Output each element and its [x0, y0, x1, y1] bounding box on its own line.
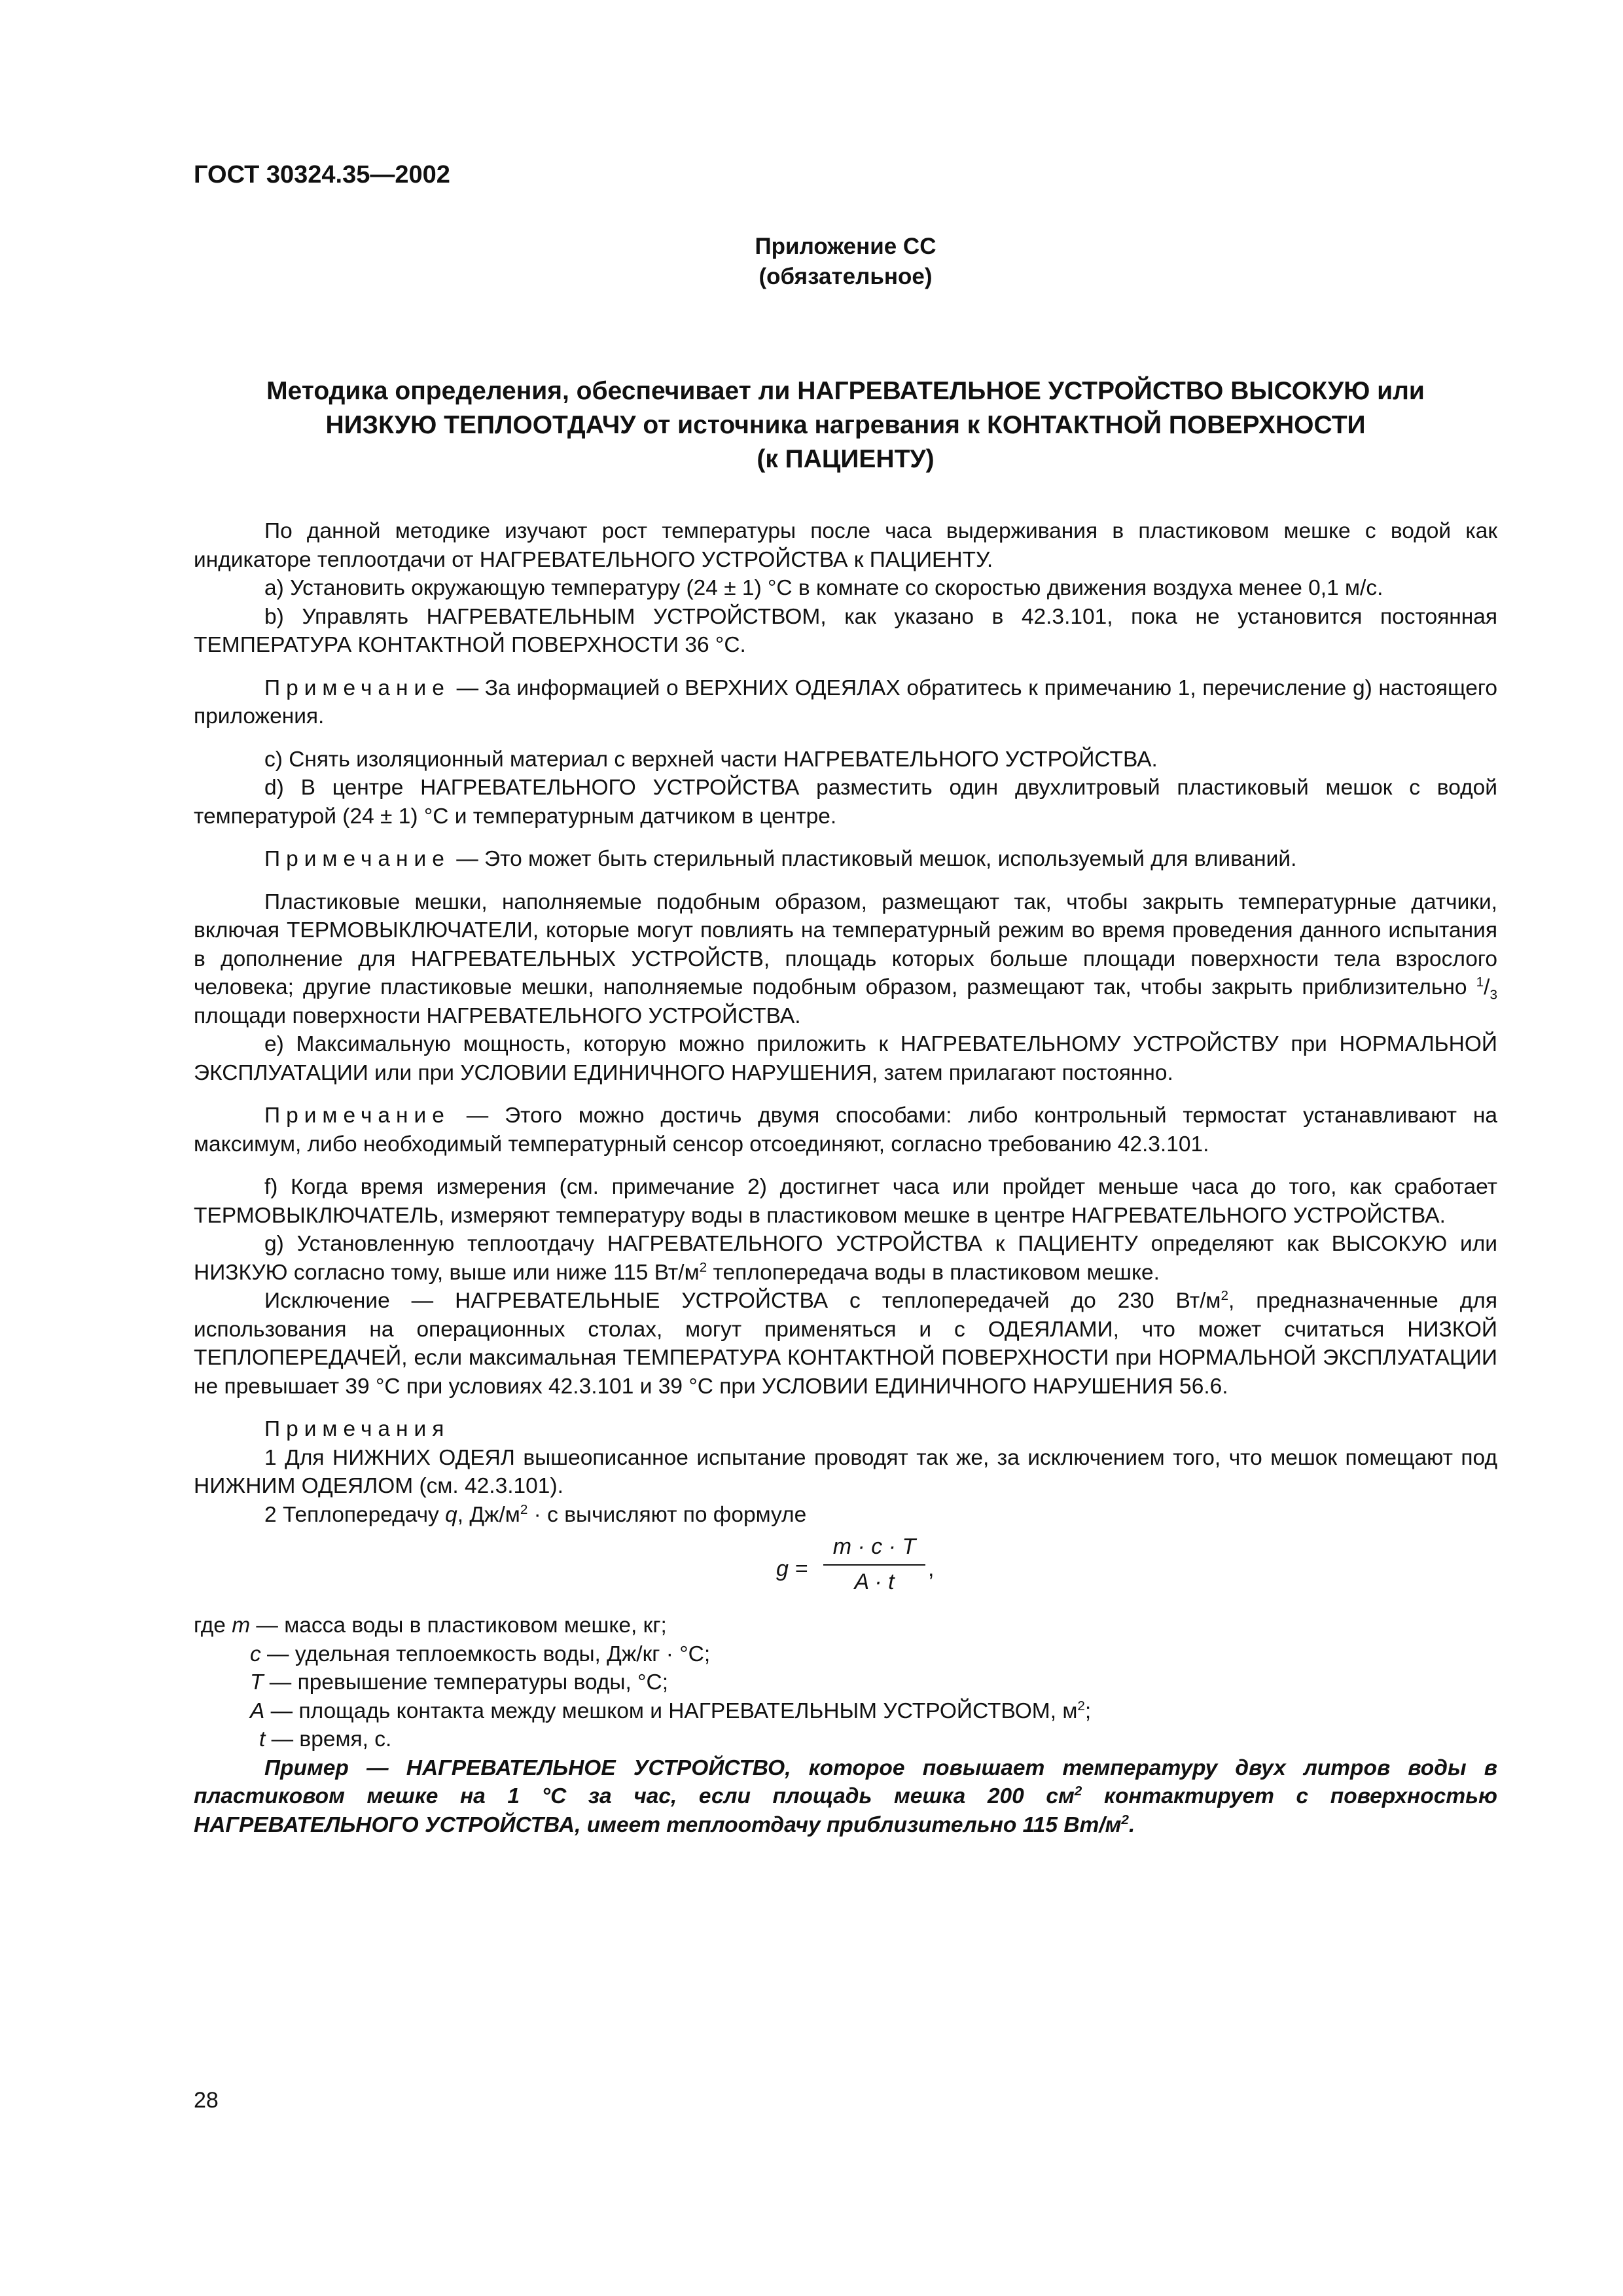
paragraph-b: b) Управлять НАГРЕВАТЕЛЬНЫМ УСТРОЙСТВОМ, как указано в 42.3.101, пока не установится постоянная ТЕМПЕРАТУРА КОНТАКТНОЙ ПОВЕРХНОСТИ 36 °С. — [194, 604, 1497, 657]
notes-item-2-text: 2 Теплопередачу — [264, 1502, 446, 1527]
superscript-2: 2 — [1221, 1287, 1229, 1303]
title-line-1: Методика определения, обеспечивает ли НАГРЕВАТЕЛЬНОЕ УСТРОЙСТВО ВЫСОКУЮ или — [266, 377, 1425, 405]
where-item-c-text: — удельная теплоемкость воды, Дж/кг · °С; — [260, 1641, 711, 1666]
exception-end: , предназначенные для использования на операционных столах, могут применяться и с ОДЕЯЛАМИ, что может считаться НИЗКОЙ ТЕПЛОПЕРЕДАЧЕЙ, если максимальная ТЕМПЕРАТУРА КОНТАКТНОЙ ПОВЕРХНОСТИ при НОРМАЛЬНОЙ ЭКСПЛУАТАЦИИ не превышает 39 °С при условиях 42.3.101 и 39 °С при УСЛОВИИ ЕДИНИЧНОГО НАРУШЕНИЯ 56.6. — [194, 1289, 1497, 1399]
fraction-numerator: 1 — [1476, 974, 1484, 990]
notes-item-1: 1 Для НИЖНИХ ОДЕЯЛ вышеописанное испытание проводят так же, за исключением того, что мешок помещают под НИЖНИМ ОДЕЯЛОМ (см. 42.3.101). — [194, 1445, 1497, 1498]
where-item-T-text: — превышение температуры воды, °С; — [263, 1670, 669, 1695]
paragraph-exception — [194, 1287, 1497, 1401]
where-item-A — [194, 1697, 1497, 1726]
fraction-slash: / — [1484, 975, 1490, 999]
paragraph-intro: По данной методике изучают рост температуры после часа выдерживания в пластиковом мешке с водой как индикаторе теплоотдачи от НАГРЕВАТЕЛЬНОГО УСТРОЙСТВА к ПАЦИЕНТУ. — [194, 519, 1497, 572]
annex-title — [194, 374, 1497, 476]
superscript-2: 2 — [1077, 1698, 1085, 1713]
note-2 — [194, 845, 1497, 874]
notes-item-2-end: · с вычисляют по формуле — [527, 1502, 807, 1527]
note-label: Примечание — [264, 675, 450, 700]
note-label: Примечание — [264, 847, 450, 871]
note-3-text: — Этого можно достичь двумя способами: либо контрольный термостат устанавливают на максимум, либо необходимый температурный сенсор отсоединяют, согласно требованию 42.3.101. — [194, 1103, 1497, 1157]
symbol-q: q — [445, 1502, 457, 1527]
paragraph-a: а) Установить окружающую температуру (24 ± 1) °С в комнате со скоростью движения воздуха менее 0,1 м/с. — [264, 576, 1383, 600]
where-item-c — [194, 1640, 1497, 1669]
note-1 — [194, 674, 1497, 731]
page-number: 28 — [194, 2088, 219, 2113]
paragraph-bags-end: площади поверхности НАГРЕВАТЕЛЬНОГО УСТРОЙСТВА. — [194, 1003, 801, 1028]
standard-number: ГОСТ 30324.35—2002 — [194, 161, 450, 188]
example-text: Пример — НАГРЕВАТЕЛЬНОЕ УСТРОЙСТВО, которое повышает температуру двух литров воды в пластиковом мешке на 1 °С за час, если площадь мешка 200 см — [194, 1755, 1497, 1808]
paragraph-g-end: теплопередача воды в пластиковом мешке. — [707, 1260, 1160, 1285]
superscript-2: 2 — [520, 1501, 528, 1517]
where-item-A-end: ; — [1084, 1698, 1092, 1723]
where-item-A-text: — площадь контакта между мешком и НАГРЕВАТЕЛЬНЫМ УСТРОЙСТВОМ, м — [264, 1698, 1078, 1723]
heat-transfer-formula — [194, 1533, 1497, 1606]
document-page — [194, 0, 1497, 2296]
where-item-m-text: — масса воды в пластиковом мешке, кг; — [250, 1613, 667, 1638]
symbol-m: m — [232, 1613, 251, 1638]
note-2-text: — Это может быть стерильный пластиковый мешок, используемый для вливаний. — [450, 847, 1297, 871]
title-line-2: НИЗКУЮ ТЕПЛООТДАЧУ от источника нагревания к КОНТАКТНОЙ ПОВЕРХНОСТИ — [325, 411, 1366, 439]
example-text-cont: контактирует с поверхностью НАГРЕВАТЕЛЬНОГО УСТРОЙСТВА, имеет теплоотдачу приблизительно 115 Вт/м — [194, 1784, 1497, 1837]
title-line-3: (к ПАЦИЕНТУ) — [757, 445, 935, 473]
paragraph-f: f) Когда время измерения (см. примечание 2) достигнет часа или пройдет меньше часа до того, как сработает ТЕРМОВЫКЛЮЧАТЕЛЬ, измеряют температуру воды в пластиковом мешке в центре НАГРЕВАТЕЛЬНОГО УСТРОЙСТВА. — [194, 1175, 1497, 1228]
annex-heading — [194, 232, 1497, 292]
where-item-t-text: — время, с. — [265, 1727, 392, 1751]
formula-numerator: m · c · T — [823, 1533, 925, 1566]
formula-denominator: A · t — [854, 1569, 895, 1594]
symbol-t: t — [259, 1727, 266, 1751]
paragraph-c: с) Снять изоляционный материал с верхней части НАГРЕВАТЕЛЬНОГО УСТРОЙСТВА. — [264, 747, 1158, 772]
paragraph-e: е) Максимальную мощность, которую можно приложить к НАГРЕВАТЕЛЬНОМУ УСТРОЙСТВУ при НОРМАЛЬНОЙ ЭКСПЛУАТАЦИИ или при УСЛОВИИ ЕДИНИЧНОГО НАРУШЕНИЯ, затем прилагают постоянно. — [194, 1032, 1497, 1085]
note-3 — [194, 1102, 1497, 1158]
where-prefix: где — [194, 1613, 232, 1638]
document-body — [194, 517, 1497, 1839]
where-item-t — [194, 1725, 1497, 1754]
formula-comma: , — [928, 1556, 935, 1581]
superscript-2: 2 — [1121, 1812, 1129, 1827]
symbol-T: T — [250, 1670, 264, 1695]
superscript-2: 2 — [699, 1259, 707, 1275]
where-list — [194, 1611, 1497, 1754]
paragraph-bags — [194, 888, 1497, 1031]
paragraph-bags-text: Пластиковые мешки, наполняемые подобным образом, размещают так, чтобы закрыть температурные датчики, включая ТЕРМОВЫКЛЮЧАТЕЛИ, которые могут повлиять на температурный режим во время проведения данного испытания в дополнение для НАГРЕВАТЕЛЬНЫХ УСТРОЙСТВ, площадь которых больше площади поверхности тела взрослого человека; другие пластиковые мешки, наполняемые подобным образом, размещают так, чтобы закрыть приблизительно — [194, 889, 1497, 999]
example-end: . — [1128, 1812, 1135, 1837]
symbol-A: A — [250, 1698, 265, 1723]
annex-label: Приложение СС — [755, 234, 936, 259]
where-item-m — [194, 1611, 1497, 1640]
formula-lhs: g = — [776, 1556, 808, 1581]
note-label: Примечание — [264, 1103, 450, 1128]
where-item-T — [194, 1668, 1497, 1697]
symbol-c: c — [250, 1641, 261, 1666]
example-paragraph — [194, 1754, 1497, 1840]
notes-heading: Примечания — [264, 1417, 450, 1441]
exception-text: Исключение — НАГРЕВАТЕЛЬНЫЕ УСТРОЙСТВА с теплопередачей до 230 Вт/м — [264, 1289, 1221, 1313]
notes-item-2-unit: , Дж/м — [457, 1502, 520, 1527]
paragraph-g-text: g) Установленную теплоотдачу НАГРЕВАТЕЛЬНОГО УСТРОЙСТВА к ПАЦИЕНТУ определяют как ВЫСОКУЮ или НИЗКУЮ согласно тому, выше или ниже 115 Вт/м — [194, 1232, 1497, 1285]
annex-status: (обязательное) — [758, 264, 933, 289]
formula-fraction — [823, 1533, 925, 1596]
fraction-denominator: 3 — [1489, 987, 1497, 1003]
paragraph-d: d) В центре НАГРЕВАТЕЛЬНОГО УСТРОЙСТВА разместить один двухлитровый пластиковый мешок с водой температурой (24 ± 1) °С и температурным датчиком в центре. — [194, 776, 1497, 829]
notes-item-2 — [194, 1501, 1497, 1530]
paragraph-g — [194, 1230, 1497, 1287]
superscript-2: 2 — [1074, 1783, 1082, 1799]
note-1-text: — За информацией о ВЕРХНИХ ОДЕЯЛАХ обратитесь к примечанию 1, перечисление g) настоящего приложения. — [194, 675, 1497, 728]
